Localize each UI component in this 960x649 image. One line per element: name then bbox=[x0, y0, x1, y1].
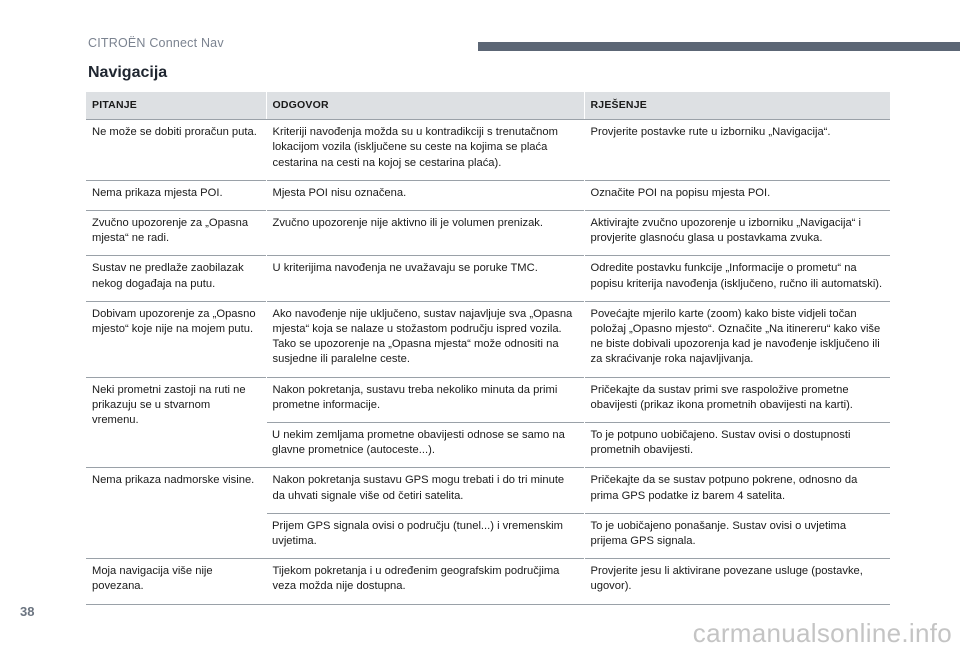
table-row bbox=[86, 468, 890, 513]
solution-cell: Označite POI na popisu mjesta POI. bbox=[584, 180, 890, 210]
table-row bbox=[86, 120, 890, 181]
watermark: carmanualsonline.info bbox=[692, 618, 952, 648]
question-cell: Zvučno upozorenje za „Opasna mjesta“ ne radi. bbox=[86, 211, 266, 256]
question-cell: Nema prikaza nadmorske visine. bbox=[86, 468, 266, 559]
question-cell: Nema prikaza mjesta POI. bbox=[86, 180, 266, 210]
solution-cell: Odredite postavku funkcije „Informacije o prometu“ na popisu kriterija navođenja (isključeno, ručno ili automatski). bbox=[584, 256, 890, 301]
header-bar bbox=[478, 42, 960, 51]
question-cell: Ne može se dobiti proračun puta. bbox=[86, 120, 266, 181]
solution-cell: Provjerite jesu li aktivirane povezane usluge (postavke, ugovor). bbox=[584, 559, 890, 604]
answer-cell: Kriteriji navođenja možda su u kontradikciji s trenutačnom lokacijom vozila (isključene su ceste na kojima se plaća cestarina na cesti na kojoj se cestarina plaća). bbox=[266, 120, 584, 181]
column-header-solution: RJEŠENJE bbox=[584, 92, 890, 120]
solution-cell: Aktivirajte zvučno upozorenje u izborniku „Navigacija“ i provjerite glasnoću glasa u postavkama zvuka. bbox=[584, 211, 890, 256]
solution-cell: To je potpuno uobičajeno. Sustav ovisi o dostupnosti prometnih obavijesti. bbox=[584, 423, 890, 468]
page-number: 38 bbox=[20, 604, 35, 619]
page-title: Navigacija bbox=[88, 64, 168, 81]
answer-cell: U nekim zemljama prometne obavijesti odnose se samo na glavne prometnice (autoceste...). bbox=[266, 423, 584, 468]
answer-cell: Zvučno upozorenje nije aktivno ili je volumen prenizak. bbox=[266, 211, 584, 256]
answer-cell: Nakon pokretanja sustavu GPS mogu trebati i do tri minute da uhvati signale više od četiri satelita. bbox=[266, 468, 584, 513]
column-header-question: PITANJE bbox=[86, 92, 266, 120]
answer-cell: Ako navođenje nije uključeno, sustav najavljuje sva „Opasna mjesta“ koja se nalaze u stožastom području ispred vozila. Tako se upozorenje na „Opasna mjesta“ može odnositi na susjedne ili paralelne ceste. bbox=[266, 301, 584, 377]
solution-cell: Povećajte mjerilo karte (zoom) kako biste vidjeli točan položaj „Opasno mjesto“. Označite „Na itinereru“ kako više ne biste dobivali upozorenja kad je navođenje isključeno ili za skraćivanje roka najavljivanja. bbox=[584, 301, 890, 377]
solution-cell: Pričekajte da se sustav potpuno pokrene, odnosno da prima GPS podatke iz barem 4 satelita. bbox=[584, 468, 890, 513]
table-row bbox=[86, 377, 890, 422]
answer-cell: Tijekom pokretanja i u određenim geografskim područjima veza možda nije dostupna. bbox=[266, 559, 584, 604]
table-row bbox=[86, 301, 890, 377]
answer-cell: Nakon pokretanja, sustavu treba nekoliko minuta da primi prometne informacije. bbox=[266, 377, 584, 422]
column-header-answer: ODGOVOR bbox=[266, 92, 584, 120]
table-row bbox=[86, 256, 890, 301]
table-header-row bbox=[86, 92, 890, 120]
answer-cell: Mjesta POI nisu označena. bbox=[266, 180, 584, 210]
brand-title: CITROËN Connect Nav bbox=[88, 36, 224, 50]
answer-cell: Prijem GPS signala ovisi o području (tunel...) i vremenskim uvjetima. bbox=[266, 513, 584, 558]
table-row bbox=[86, 180, 890, 210]
question-cell: Sustav ne predlaže zaobilazak nekog događaja na putu. bbox=[86, 256, 266, 301]
answer-cell: U kriterijima navođenja ne uvažavaju se poruke TMC. bbox=[266, 256, 584, 301]
question-cell: Neki prometni zastoji na ruti ne prikazuju se u stvarnom vremenu. bbox=[86, 377, 266, 468]
question-cell: Dobivam upozorenje za „Opasno mjesto“ koje nije na mojem putu. bbox=[86, 301, 266, 377]
solution-cell: To je uobičajeno ponašanje. Sustav ovisi o uvjetima prijema GPS signala. bbox=[584, 513, 890, 558]
table-body bbox=[86, 120, 890, 604]
table-row bbox=[86, 559, 890, 604]
table-row bbox=[86, 211, 890, 256]
question-cell: Moja navigacija više nije povezana. bbox=[86, 559, 266, 604]
troubleshooting-table bbox=[86, 92, 890, 605]
solution-cell: Provjerite postavke rute u izborniku „Navigacija“. bbox=[584, 120, 890, 181]
solution-cell: Pričekajte da sustav primi sve raspoložive prometne obavijesti (prikaz ikona prometnih obavijesti na karti). bbox=[584, 377, 890, 422]
